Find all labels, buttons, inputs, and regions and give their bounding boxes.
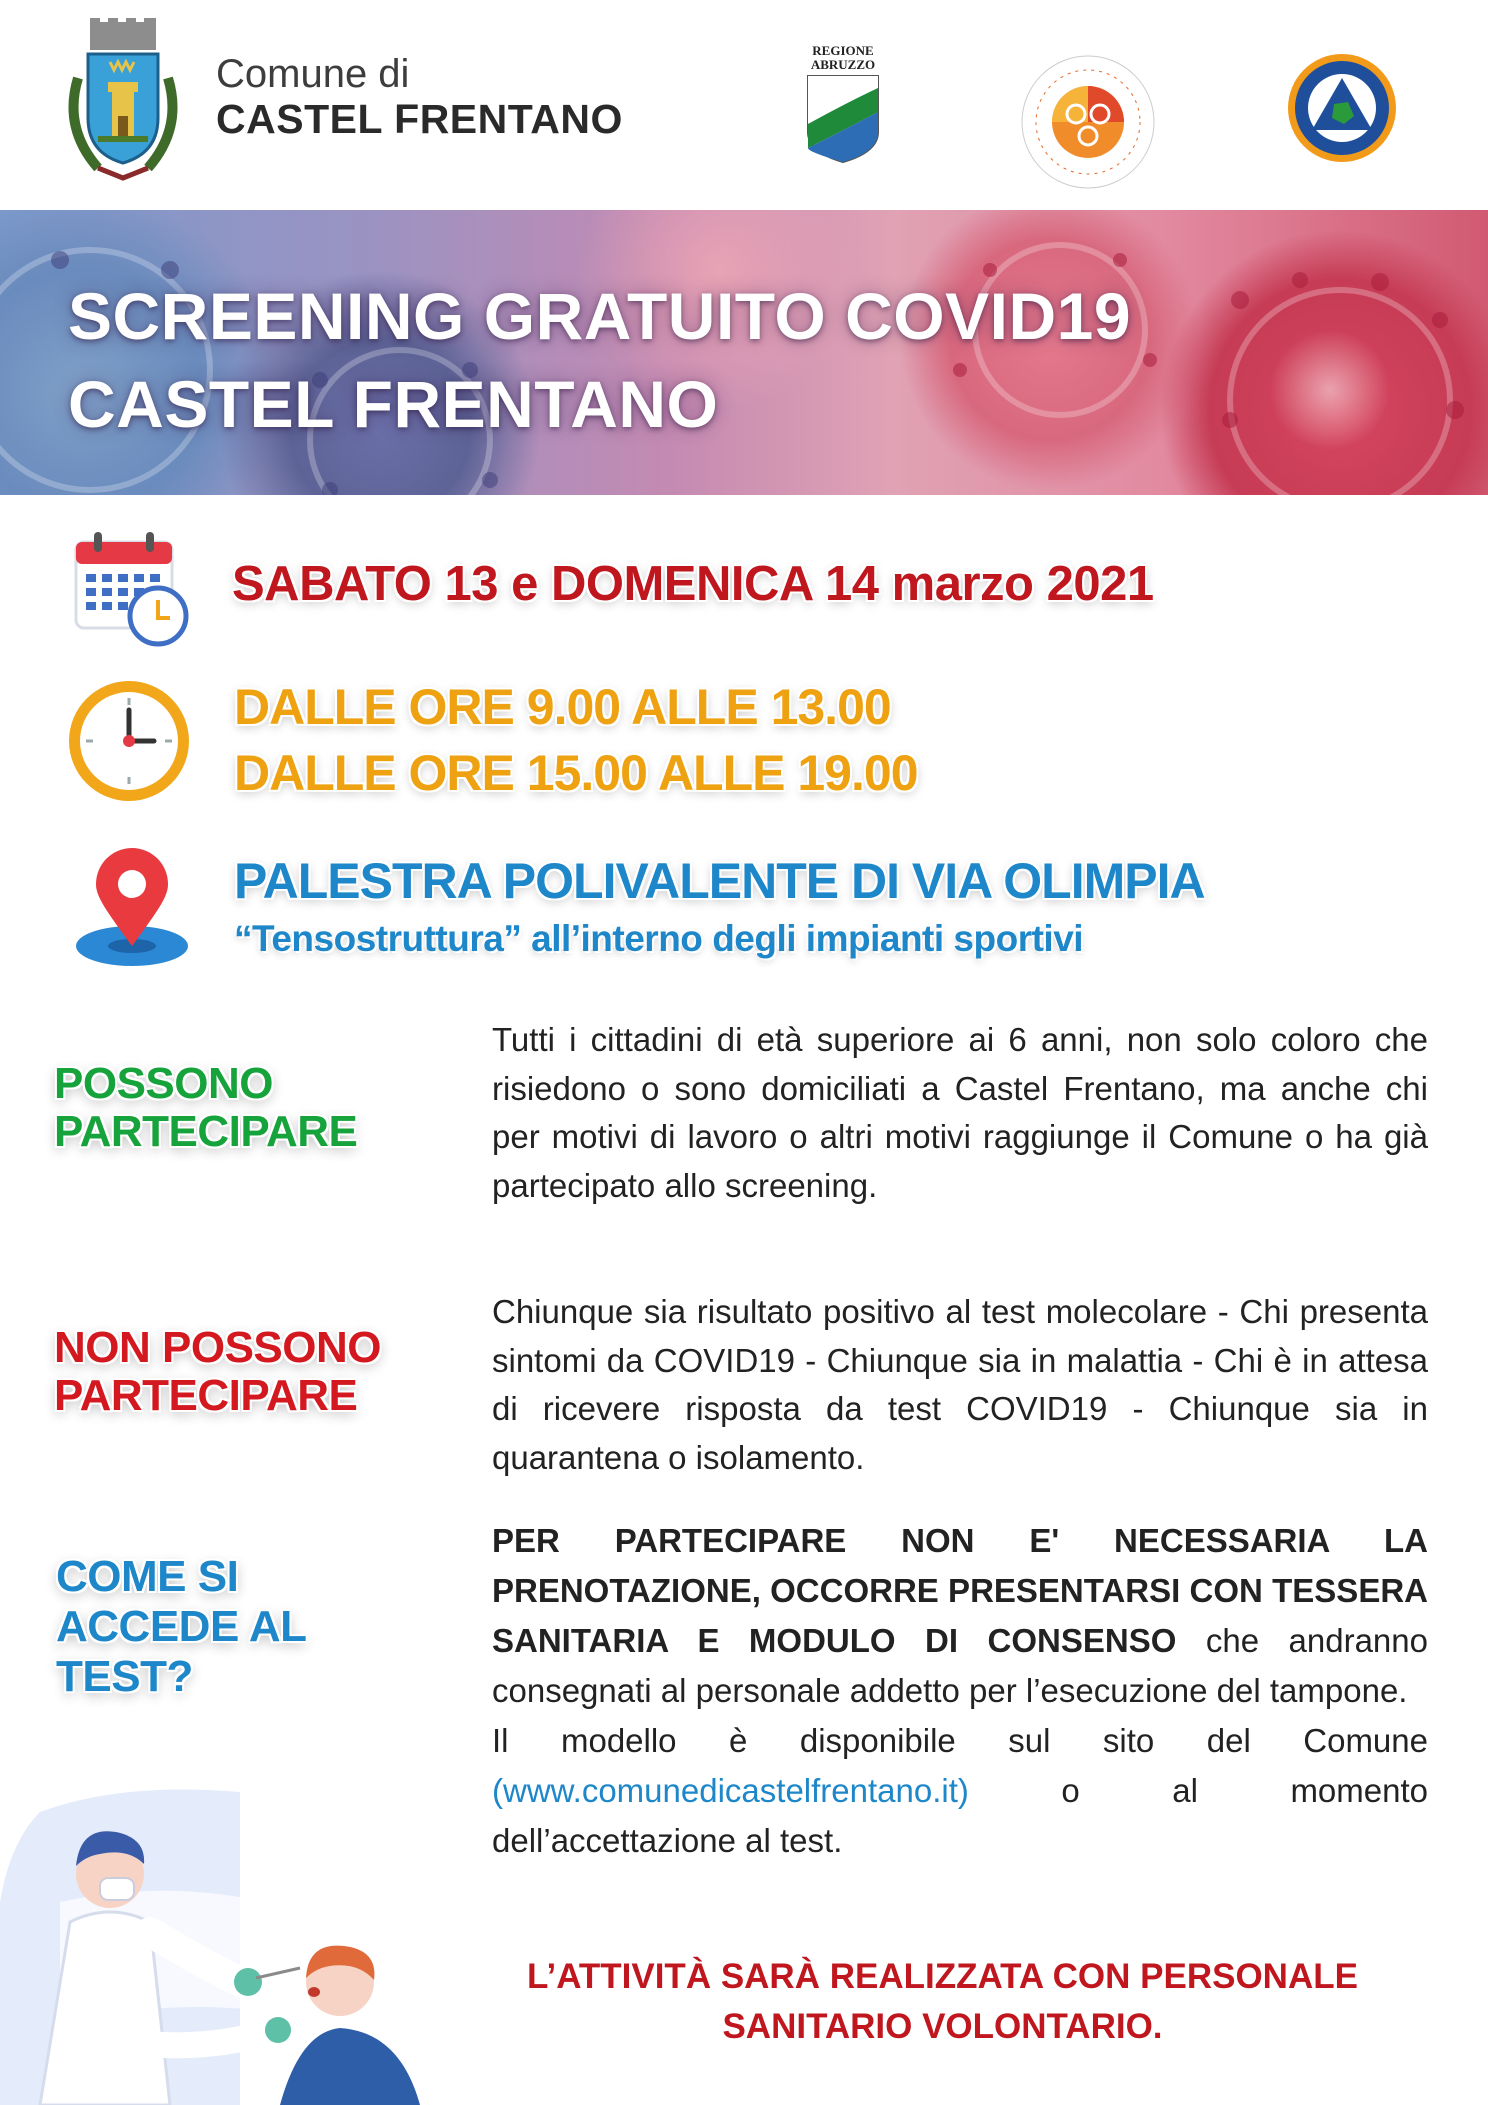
swab-test-illustration [0,1782,480,2105]
how-to-text-3: o al momento dell’accettazione al test. [492,1772,1429,1859]
who-can-label-line2: PARTECIPARE [54,1107,358,1156]
how-to-text-2: Il modello è disponibile sul sito del Comune [492,1722,1428,1759]
how-to-text [492,1516,1428,1866]
how-to-label [56,1552,307,1702]
how-to-label-line1: COME SI [56,1552,239,1601]
comune-line2: CASTEL FRENTANO [216,95,623,142]
protezione-civile-logo [1286,52,1398,164]
time-slot-1: DALLE ORE 9.00 ALLE 13.00 [234,679,891,735]
how-to-text-1: che andranno consegnati al personale addetto per l’esecuzione del tampone. [492,1622,1428,1709]
banner-title [68,272,1131,448]
coat-of-arms-logo [58,18,188,188]
who-can-text: Tutti i cittadini di età superiore ai 6 anni, non solo coloro che risiedono o sono domiciliati a Castel Frentano, ma anche chi per motivi di lavoro o altri motivi raggiunge il Comune o ha già partecipato allo screening. [492,1021,1428,1204]
banner-title-line2: CASTEL FRENTANO [68,367,719,441]
hero-banner [0,210,1488,495]
comune-website-link[interactable]: (www.comunedicastelfrentano.it) [492,1772,969,1809]
footer-note [400,1952,1485,2052]
place-subtitle: “Tensostruttura” all’interno degli impianti sportivi [234,918,1084,959]
regione-logo-text-2: ABRUZZO [810,57,876,72]
who-cannot-label-line2: PARTECIPARE [54,1371,358,1420]
place-title: PALESTRA POLIVALENTE DI VIA OLIMPIA [234,853,1205,909]
event-date: SABATO 13 e DOMENICA 14 marzo 2021 [232,557,1154,611]
footer-note-line2: SANITARIO VOLONTARIO. [722,2007,1163,2046]
who-cannot-label [54,1324,381,1420]
how-to-label-line3: TEST? [56,1652,193,1701]
regione-logo-text-1: REGIONE [812,43,874,58]
how-to-bold-text: PER PARTECIPARE NON E' NECESSARIA LA PRENOTAZIONE, OCCORRE PRESENTARSI CON TESSERA SANITARIA E MODULO DI CONSENSO [492,1522,1428,1659]
banner-title-line1: SCREENING GRATUITO COVID19 [68,279,1132,353]
regione-shield-icon [798,72,888,164]
clock-icon [66,678,192,804]
who-can-label-line1: POSSONO [54,1059,273,1108]
who-cannot-label-line1: NON POSSONO [54,1323,381,1372]
regione-abruzzo-logo [798,44,888,169]
location-pin-icon [74,848,192,970]
footer-note-line1: L’ATTIVITÀ SARÀ REALIZZATA CON PERSONALE [527,1957,1358,1996]
comune-line1: Comune di [216,52,410,96]
how-to-label-line2: ACCEDE AL [56,1602,307,1651]
asl2-logo [1018,52,1158,192]
who-cannot-text: Chiunque sia risultato positivo al test molecolare - Chi presenta sintomi da COVID19 - Chiunque sia in malattia - Chi è in attesa di ricevere risposta da test COVID19 - Chiunque sia in quarantena o isolamento. [492,1293,1428,1476]
who-can-label [54,1060,357,1156]
event-times [234,674,918,806]
comune-name [216,52,623,143]
header [0,0,1488,210]
time-slot-2: DALLE ORE 15.00 ALLE 19.00 [234,745,918,801]
calendar-icon [72,528,190,648]
